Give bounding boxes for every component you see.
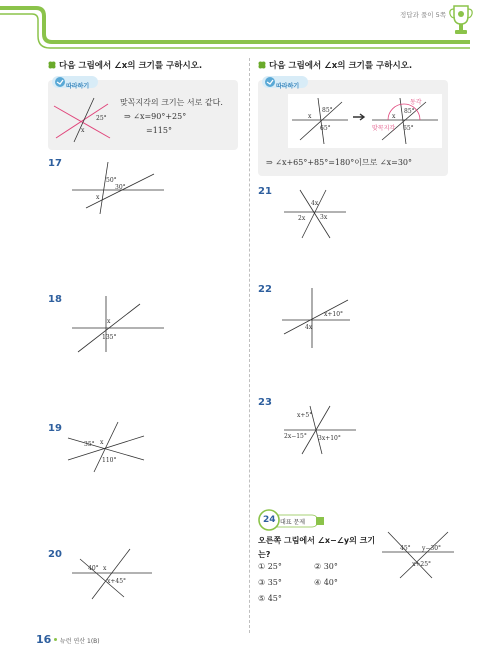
ex-label-25: 25° [96,115,107,122]
p23-label-x5: x+5° [297,412,313,419]
p19-label-x: x [100,439,104,446]
problem-23-figure [280,404,360,456]
choice-1[interactable]: ① 25° [258,562,282,571]
right-instruction-text: 다음 그림에서 ∠x의 크기를 구하시오. [269,61,413,71]
left-example-line2: ⇒ ∠x=90°+25° [124,112,187,121]
right-example-conclusion: ⇒ ∠x+65°+85°=180°이므로 ∠x=30° [266,158,413,167]
left-example-box [48,80,238,150]
p23-label-3x10: 3x+10° [318,435,341,442]
choice-4[interactable]: ④ 40° [314,578,338,587]
footer-book-title: 뉴런 연산 1(B) [60,638,100,645]
p18-label-135: 135° [102,334,117,341]
footer-bullet-icon [54,638,57,641]
p17-label-30: 30° [115,184,126,191]
left-instruction-text: 다음 그림에서 ∠x의 크기를 구하시오. [59,61,203,71]
header-decoration [0,0,500,50]
rex2-label-dong: 동각 [410,99,422,106]
p19-label-110: 110° [102,457,117,464]
trophy-icon [448,2,474,42]
p21-label-4x: 4x [311,200,319,207]
rex2-label-85: 85° [404,108,415,115]
p18-label-x: x [107,318,111,325]
column-divider [249,58,250,633]
p17-label-50: 50° [106,177,117,184]
left-example-line1: 맞꼭지각의 크기는 서로 같다. [120,98,223,107]
choice-3[interactable]: ③ 35° [258,578,282,587]
p21-label-3x: 3x [320,214,328,221]
p20-label-x45: x+45° [107,578,127,585]
clover-icon [48,61,56,69]
rex2-label-65: 65° [403,125,414,132]
p23-label-2x15: 2x−15° [284,433,307,440]
rex2-label-x: x [392,113,396,120]
rex1-label-65: 65° [320,125,331,132]
page-number: 16 [36,633,52,646]
choice-5[interactable]: ⑤ 45° [258,594,282,603]
problem-20-figure [68,545,156,601]
p20-label-x: x [103,565,107,572]
problem-21-number: 21 [258,186,272,197]
problem-21-figure [280,186,350,242]
p20-label-40: 40° [88,565,99,572]
problem-17-number: 17 [48,158,62,169]
clover-icon [258,61,266,69]
p17-label-x: x [96,194,100,201]
rex1-label-85: 85° [322,107,333,114]
arrow-right-icon [352,112,368,122]
problem-20-number: 20 [48,549,62,560]
p24-label-x25: x+25° [412,561,432,568]
p21-label-2x: 2x [298,215,306,222]
left-example-figure [52,94,112,144]
problem-24-figure [380,528,456,582]
problem-22-number: 22 [258,284,272,295]
left-example-tag: 따라하기 [66,83,90,90]
problem-24-number: 24 [263,515,276,525]
right-instruction [258,59,412,71]
problem-18-figure [68,294,168,354]
problem-22-figure [278,284,354,350]
right-example-figure-2 [370,96,440,146]
left-instruction [48,59,202,71]
right-example-tag: 따라하기 [276,83,300,90]
header-title: 정답과 풀이 5쪽 [400,11,446,19]
choice-2[interactable]: ② 30° [314,562,338,571]
problem-24-question-line2: 는? [258,550,271,559]
right-example-box [258,80,448,176]
p24-label-45: 45° [400,545,411,552]
problem-24-question-line1: 오른쪽 그림에서 ∠x−∠y의 크기 [258,536,376,545]
problem-24-question [258,534,388,562]
problem-19-figure [64,420,148,474]
problem-18-number: 18 [48,294,62,305]
problem-23-number: 23 [258,397,272,408]
p22-label-x10: x+10° [324,311,344,318]
rex2-label-vertical: 맞꼭지각 [372,125,396,132]
problem-19-number: 19 [48,423,62,434]
problem-24-tag: 대표 문제 [280,519,306,526]
right-example-figure-1 [290,96,350,146]
rex1-label-x: x [308,113,312,120]
problem-17-figure [68,160,168,216]
p22-label-4x: 4x [305,324,313,331]
p24-label-y30: y−30° [422,545,442,552]
left-example-line3: =115° [146,126,172,135]
p19-label-35: 35° [84,441,95,448]
ex-label-x: x [81,127,85,134]
